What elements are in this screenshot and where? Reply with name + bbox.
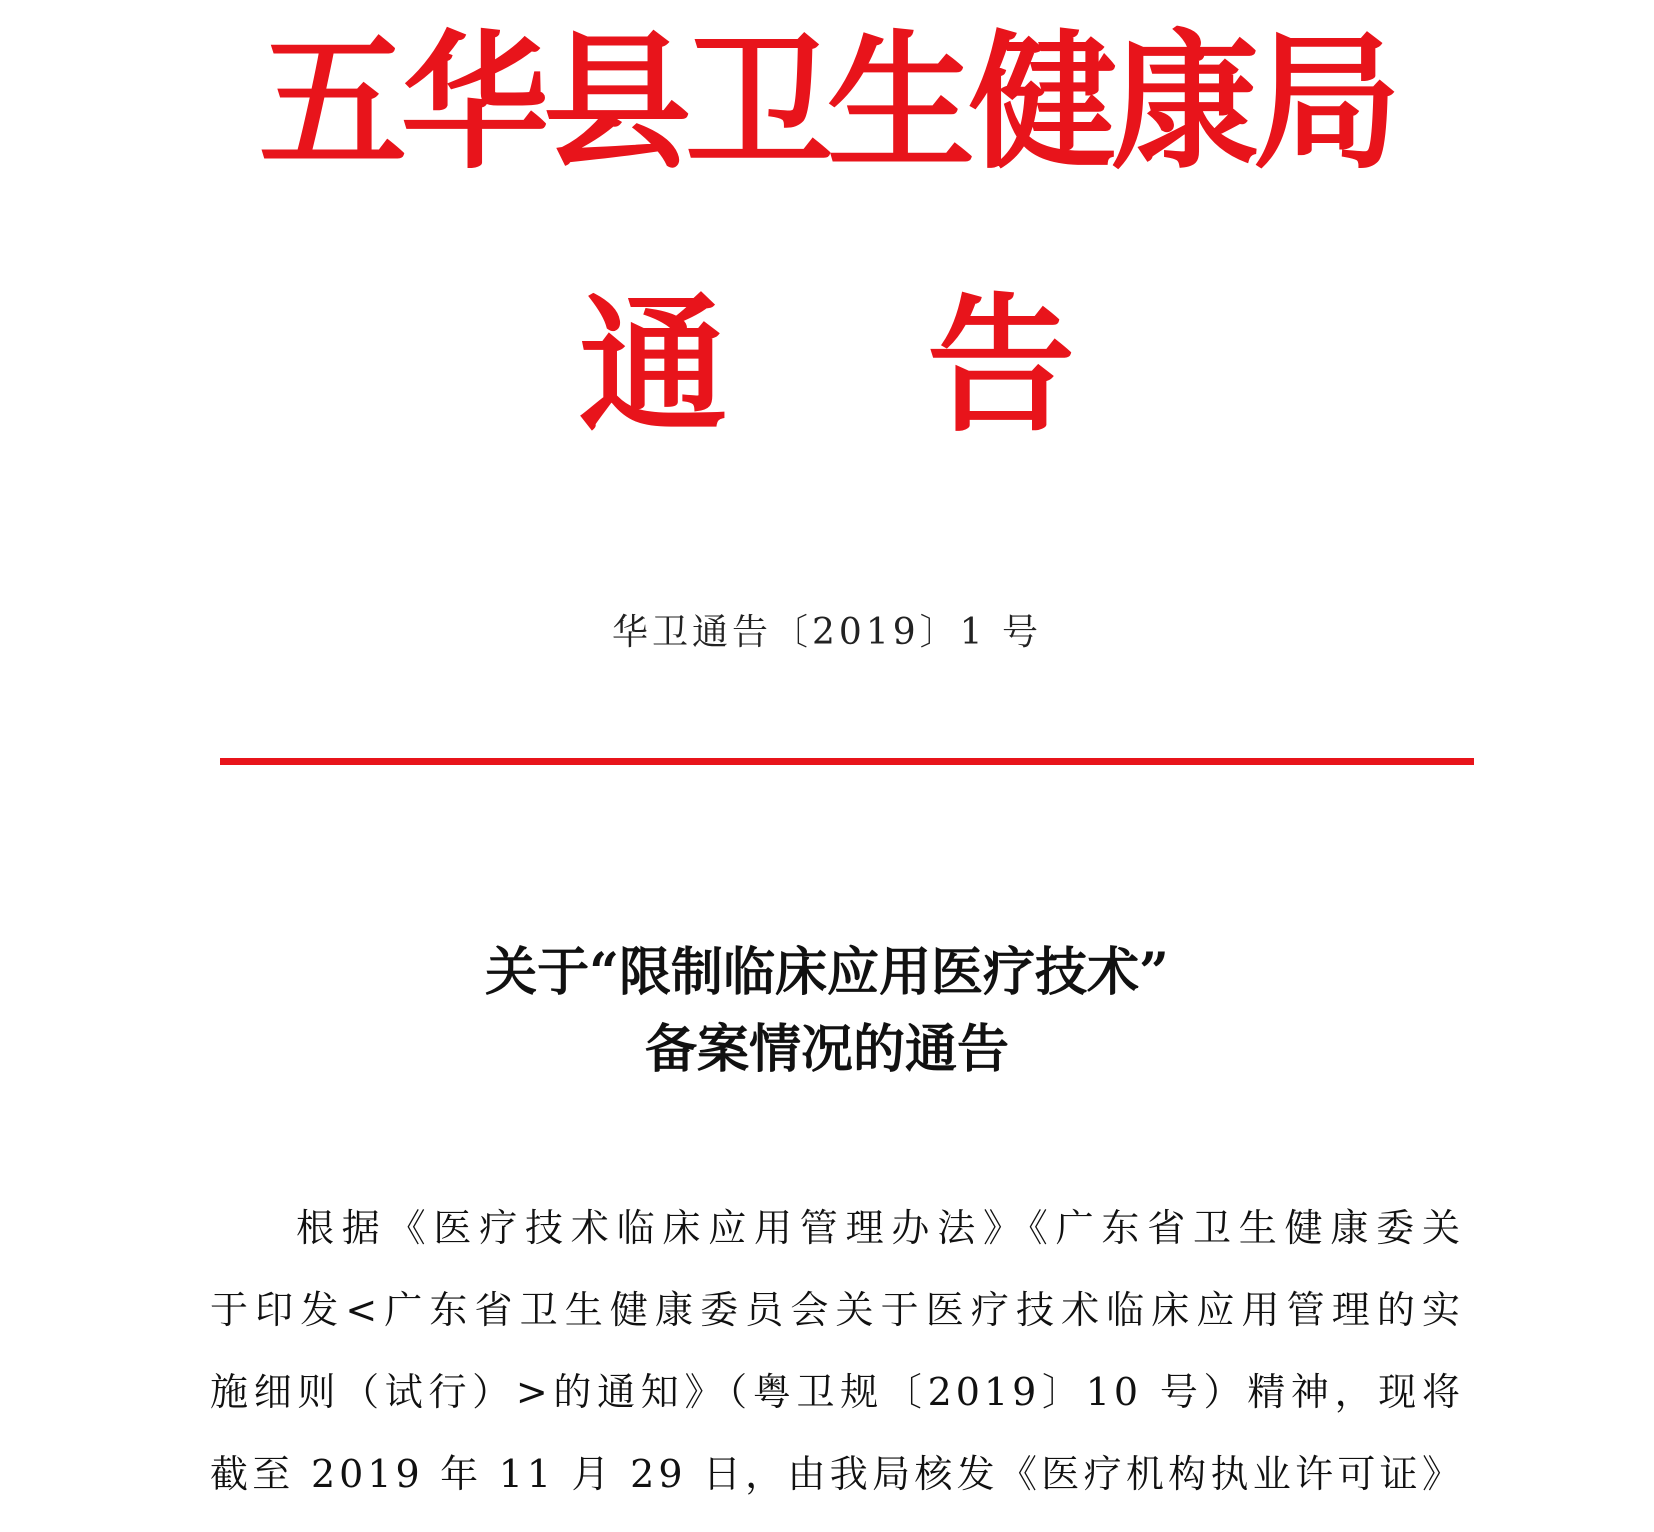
notice-header-right: 告: [927, 278, 1075, 452]
red-divider-line: [220, 758, 1474, 765]
body-line: 截至 2019 年 11 月 29 日，由我局核发《医疗机构执业许可证》: [210, 1452, 1464, 1496]
document-title-line-2: 备案情况的通告: [644, 1019, 1009, 1080]
document-number: 华卫通告〔2019〕1 号: [612, 612, 1042, 653]
body-paragraph: [210, 1187, 1464, 1515]
notice-header: [0, 278, 1654, 452]
issuing-authority-header: 五华县卫生健康局: [259, 15, 1395, 189]
body-line: 于印发<广东省卫生健康委员会关于医疗技术临床应用管理的实: [210, 1288, 1464, 1332]
body-line: 施细则（试行）>的通知》（粤卫规〔2019〕10 号）精神，现将: [210, 1370, 1464, 1414]
notice-header-left: 通: [579, 278, 727, 452]
body-line: 根据《医疗技术临床应用管理办法》《广东省卫生健康委关: [296, 1206, 1464, 1250]
document-title-line-1: 关于“限制临床应用医疗技术”: [485, 942, 1169, 1003]
